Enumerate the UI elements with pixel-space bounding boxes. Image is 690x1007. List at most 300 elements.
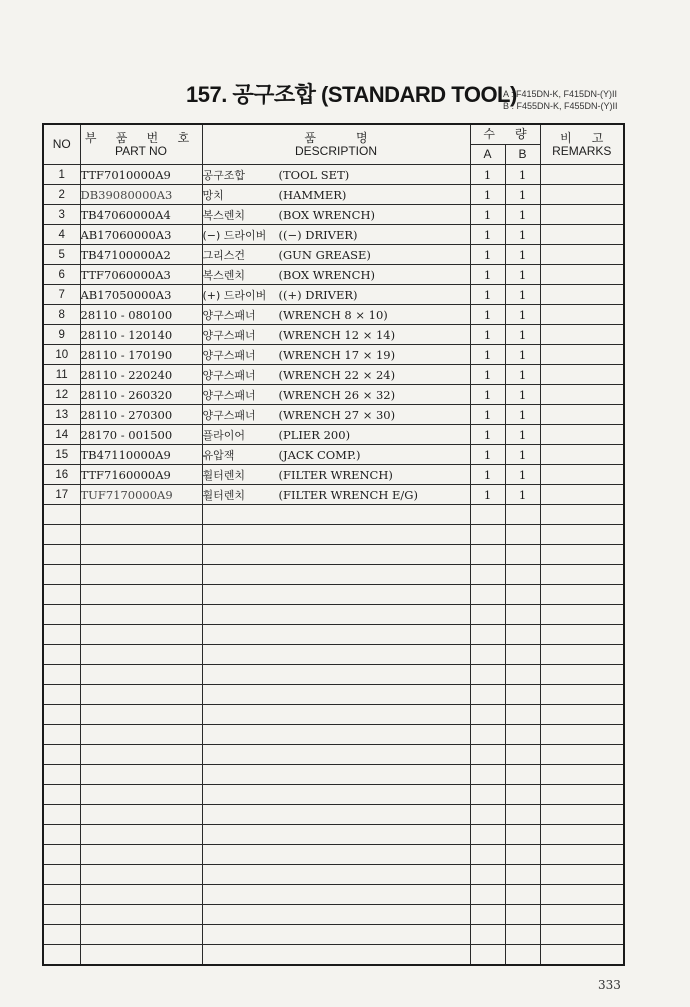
model-line-a: A : F415DN-K, F415DN-(Y)II (503, 89, 618, 99)
row-no: 1 (43, 165, 80, 185)
row-part-no: 28110 - 260320 (80, 385, 202, 405)
row-description (202, 845, 470, 865)
row-remarks (540, 325, 624, 345)
row-description-en: (BOX WRENCH) (278, 207, 375, 222)
row-remarks (540, 505, 624, 525)
row-description (202, 905, 470, 925)
row-qty-a: 1 (470, 305, 505, 325)
row-qty-b (505, 885, 540, 905)
row-description (202, 385, 470, 405)
table-row (43, 645, 624, 665)
row-description (202, 525, 470, 545)
row-description-en: (WRENCH 22 × 24) (278, 367, 396, 382)
header-description-kr: 품 명 (304, 130, 368, 145)
row-qty-a (470, 865, 505, 885)
row-remarks (540, 305, 624, 325)
page-number: 333 (598, 978, 621, 992)
row-qty-a (470, 845, 505, 865)
row-description (202, 445, 470, 465)
row-description (202, 665, 470, 685)
row-remarks (540, 685, 624, 705)
row-remarks (540, 465, 624, 485)
row-no (43, 905, 80, 925)
row-description-en: (FILTER WRENCH) (278, 467, 393, 482)
row-description-kr: 복스렌치 (202, 268, 246, 282)
header-qty-a: A (470, 145, 505, 165)
row-remarks (540, 445, 624, 465)
row-qty-a (470, 905, 505, 925)
row-qty-a (470, 565, 505, 585)
row-qty-b (505, 625, 540, 645)
row-qty-a (470, 785, 505, 805)
row-description-kr: 복스렌치 (202, 208, 246, 222)
row-remarks (540, 805, 624, 825)
row-qty-b (505, 865, 540, 885)
row-no (43, 705, 80, 725)
row-description (202, 945, 470, 966)
row-remarks (540, 225, 624, 245)
row-qty-b (505, 645, 540, 665)
row-no: 7 (43, 285, 80, 305)
row-qty-b: 1 (505, 305, 540, 325)
row-qty-a: 1 (470, 405, 505, 425)
row-part-no (80, 665, 202, 685)
row-qty-a: 1 (470, 225, 505, 245)
row-part-no: AB17060000A3 (80, 225, 202, 245)
row-description-en: (HAMMER) (278, 187, 347, 202)
table-row (43, 465, 624, 485)
row-description (202, 325, 470, 345)
row-remarks (540, 925, 624, 945)
table-row (43, 445, 624, 465)
row-description (202, 865, 470, 885)
header-qty-b: B (505, 145, 540, 165)
row-no (43, 825, 80, 845)
table-row (43, 805, 624, 825)
table-row (43, 225, 624, 245)
row-remarks (540, 625, 624, 645)
row-no: 16 (43, 465, 80, 485)
row-remarks (540, 885, 624, 905)
table-row (43, 785, 624, 805)
table-row (43, 725, 624, 745)
table-row (43, 405, 624, 425)
row-part-no: AB17050000A3 (80, 285, 202, 305)
model-line-b: B : F455DN-K, F455DN-(Y)II (503, 101, 618, 111)
row-part-no (80, 585, 202, 605)
row-qty-b (505, 785, 540, 805)
row-qty-b (505, 545, 540, 565)
row-description (202, 585, 470, 605)
row-qty-b (505, 525, 540, 545)
row-description (202, 885, 470, 905)
row-qty-a (470, 525, 505, 545)
row-description (202, 605, 470, 625)
row-description-en: ((−) DRIVER) (278, 227, 358, 242)
row-qty-b: 1 (505, 205, 540, 225)
row-qty-a: 1 (470, 365, 505, 385)
row-no: 8 (43, 305, 80, 325)
row-qty-a (470, 545, 505, 565)
row-no (43, 785, 80, 805)
row-no (43, 525, 80, 545)
table-row (43, 845, 624, 865)
row-no (43, 685, 80, 705)
row-no (43, 945, 80, 966)
row-description (202, 505, 470, 525)
table-row (43, 285, 624, 305)
row-qty-b: 1 (505, 365, 540, 385)
row-qty-b (505, 685, 540, 705)
row-description-en: (WRENCH 12 × 14) (278, 327, 396, 342)
row-description-en: (FILTER WRENCH E/G) (278, 487, 418, 502)
table-row (43, 605, 624, 625)
row-qty-b: 1 (505, 465, 540, 485)
row-no: 17 (43, 485, 80, 505)
header-remarks-kr: 비 고 (560, 130, 604, 145)
row-no: 6 (43, 265, 80, 285)
row-description (202, 625, 470, 645)
row-no (43, 725, 80, 745)
row-remarks (540, 825, 624, 845)
row-qty-b (505, 605, 540, 625)
row-qty-a (470, 705, 505, 725)
row-remarks (540, 485, 624, 505)
table-row (43, 745, 624, 765)
row-description (202, 185, 470, 205)
row-qty-b: 1 (505, 165, 540, 185)
row-part-no: 28110 - 270300 (80, 405, 202, 425)
row-qty-a (470, 685, 505, 705)
row-qty-a: 1 (470, 265, 505, 285)
row-description (202, 565, 470, 585)
row-remarks (540, 665, 624, 685)
table-row (43, 565, 624, 585)
row-remarks (540, 345, 624, 365)
row-qty-b: 1 (505, 485, 540, 505)
model-applicability-note (503, 88, 618, 112)
row-remarks (540, 905, 624, 925)
row-qty-b (505, 705, 540, 725)
row-part-no (80, 605, 202, 625)
row-part-no: TB47110000A9 (80, 445, 202, 465)
row-part-no (80, 625, 202, 645)
parts-table (42, 123, 625, 966)
table-row (43, 545, 624, 565)
row-qty-b (505, 665, 540, 685)
row-part-no: 28110 - 080100 (80, 305, 202, 325)
row-no: 10 (43, 345, 80, 365)
row-description-kr: 망치 (202, 188, 224, 202)
row-description-kr: 양구스패너 (202, 348, 256, 362)
row-part-no (80, 525, 202, 545)
row-qty-b: 1 (505, 405, 540, 425)
table-row (43, 365, 624, 385)
row-remarks (540, 705, 624, 725)
row-remarks (540, 425, 624, 445)
row-part-no: DB39080000A3 (80, 185, 202, 205)
row-part-no (80, 705, 202, 725)
row-remarks (540, 585, 624, 605)
row-part-no (80, 565, 202, 585)
row-description (202, 685, 470, 705)
row-description (202, 245, 470, 265)
row-description (202, 545, 470, 565)
row-qty-b (505, 845, 540, 865)
row-qty-b (505, 925, 540, 945)
row-qty-b: 1 (505, 425, 540, 445)
row-no: 2 (43, 185, 80, 205)
row-qty-b (505, 505, 540, 525)
row-description (202, 345, 470, 365)
table-row (43, 525, 624, 545)
row-description-kr: 유압잭 (202, 448, 235, 462)
row-description (202, 465, 470, 485)
row-qty-b: 1 (505, 285, 540, 305)
row-remarks (540, 565, 624, 585)
table-row (43, 825, 624, 845)
row-no (43, 645, 80, 665)
table-row (43, 325, 624, 345)
row-part-no: TB47100000A2 (80, 245, 202, 265)
row-no: 15 (43, 445, 80, 465)
row-remarks (540, 405, 624, 425)
row-no (43, 885, 80, 905)
header-no: NO (43, 124, 80, 165)
row-part-no: TTF7160000A9 (80, 465, 202, 485)
row-remarks (540, 205, 624, 225)
row-qty-a (470, 625, 505, 645)
row-remarks (540, 185, 624, 205)
table-row (43, 925, 624, 945)
row-remarks (540, 265, 624, 285)
row-no: 3 (43, 205, 80, 225)
row-no: 4 (43, 225, 80, 245)
row-qty-b (505, 725, 540, 745)
row-remarks (540, 365, 624, 385)
row-qty-a (470, 725, 505, 745)
row-remarks (540, 285, 624, 305)
row-qty-b: 1 (505, 225, 540, 245)
row-no: 14 (43, 425, 80, 445)
row-qty-a (470, 585, 505, 605)
table-row (43, 245, 624, 265)
row-description-en: (JACK COMP.) (278, 447, 361, 462)
table-row (43, 885, 624, 905)
row-remarks (540, 945, 624, 966)
row-part-no (80, 645, 202, 665)
row-description-kr: 플라이어 (202, 428, 246, 442)
row-qty-a: 1 (470, 285, 505, 305)
row-no (43, 585, 80, 605)
row-part-no (80, 545, 202, 565)
row-no (43, 765, 80, 785)
row-qty-a: 1 (470, 165, 505, 185)
row-remarks (540, 165, 624, 185)
row-qty-a: 1 (470, 205, 505, 225)
row-part-no: 28110 - 120140 (80, 325, 202, 345)
row-no: 11 (43, 365, 80, 385)
row-description-en: (WRENCH 26 × 32) (278, 387, 396, 402)
row-qty-b: 1 (505, 245, 540, 265)
row-qty-a (470, 945, 505, 966)
row-no (43, 865, 80, 885)
row-description (202, 285, 470, 305)
row-remarks (540, 725, 624, 745)
row-qty-a: 1 (470, 425, 505, 445)
row-qty-a (470, 745, 505, 765)
row-description (202, 225, 470, 245)
row-description-kr: 그리스건 (202, 248, 246, 262)
row-no (43, 565, 80, 585)
row-description (202, 705, 470, 725)
page-title: 157. 공구조합 (STANDARD TOOL) (186, 82, 517, 107)
row-qty-a: 1 (470, 185, 505, 205)
row-part-no: 28110 - 220240 (80, 365, 202, 385)
row-qty-a (470, 805, 505, 825)
header-remarks (540, 124, 624, 165)
parts-table-body (43, 165, 624, 966)
row-description-en: (WRENCH 17 × 19) (278, 347, 396, 362)
row-description (202, 365, 470, 385)
row-no (43, 845, 80, 865)
row-qty-b (505, 585, 540, 605)
row-part-no (80, 865, 202, 885)
row-no (43, 545, 80, 565)
row-part-no (80, 825, 202, 845)
row-no (43, 745, 80, 765)
row-description-kr: 양구스패너 (202, 308, 256, 322)
row-description (202, 765, 470, 785)
row-qty-a: 1 (470, 245, 505, 265)
row-qty-b (505, 945, 540, 966)
table-row (43, 485, 624, 505)
row-part-no (80, 725, 202, 745)
table-row (43, 705, 624, 725)
row-remarks (540, 865, 624, 885)
row-no (43, 805, 80, 825)
table-row (43, 945, 624, 966)
row-qty-b: 1 (505, 325, 540, 345)
row-part-no (80, 745, 202, 765)
table-row (43, 685, 624, 705)
row-description (202, 265, 470, 285)
row-description (202, 405, 470, 425)
row-no (43, 505, 80, 525)
row-description-en: (WRENCH 8 × 10) (278, 307, 388, 322)
row-description-en: (BOX WRENCH) (278, 267, 375, 282)
table-row (43, 165, 624, 185)
row-qty-a: 1 (470, 385, 505, 405)
header-quantity: 수 량 (470, 124, 540, 145)
row-description (202, 805, 470, 825)
row-description (202, 485, 470, 505)
row-part-no (80, 685, 202, 705)
row-qty-b (505, 905, 540, 925)
row-part-no (80, 785, 202, 805)
row-description-kr: 양구스패너 (202, 408, 256, 422)
table-row (43, 345, 624, 365)
row-description (202, 925, 470, 945)
row-description (202, 425, 470, 445)
row-part-no: TTF7010000A9 (80, 165, 202, 185)
table-row (43, 665, 624, 685)
table-row (43, 585, 624, 605)
header-description-en: DESCRIPTION (294, 143, 377, 158)
row-remarks (540, 785, 624, 805)
row-remarks (540, 385, 624, 405)
row-description-en: ((+) DRIVER) (278, 287, 358, 302)
row-description-kr: 휠터렌치 (202, 488, 246, 502)
row-description (202, 645, 470, 665)
row-qty-a (470, 765, 505, 785)
row-part-no (80, 925, 202, 945)
header-part-no-en: PART NO (114, 143, 167, 158)
header-part-no (80, 124, 202, 165)
row-remarks (540, 645, 624, 665)
row-qty-b: 1 (505, 265, 540, 285)
row-qty-b (505, 565, 540, 585)
row-part-no: 28110 - 170190 (80, 345, 202, 365)
row-no: 13 (43, 405, 80, 425)
table-row (43, 625, 624, 645)
table-row (43, 185, 624, 205)
row-description-kr: (−) 드라이버 (202, 228, 267, 242)
row-qty-a: 1 (470, 445, 505, 465)
row-no (43, 925, 80, 945)
row-no: 9 (43, 325, 80, 345)
table-row (43, 505, 624, 525)
row-qty-a: 1 (470, 485, 505, 505)
row-qty-b (505, 765, 540, 785)
row-description-en: (WRENCH 27 × 30) (278, 407, 396, 422)
row-description-kr: 양구스패너 (202, 388, 256, 402)
row-part-no (80, 885, 202, 905)
row-description-kr: (+) 드라이버 (202, 288, 267, 302)
row-part-no (80, 905, 202, 925)
table-row (43, 265, 624, 285)
row-no (43, 665, 80, 685)
row-part-no: 28170 - 001500 (80, 425, 202, 445)
row-description-en: (TOOL SET) (278, 167, 350, 182)
table-row (43, 905, 624, 925)
row-part-no (80, 505, 202, 525)
row-remarks (540, 545, 624, 565)
row-description-kr: 공구조합 (202, 168, 246, 182)
row-description-kr: 양구스패너 (202, 368, 256, 382)
row-description (202, 825, 470, 845)
row-description (202, 305, 470, 325)
row-part-no: TUF7170000A9 (80, 485, 202, 505)
row-part-no: TB47060000A4 (80, 205, 202, 225)
row-qty-a (470, 925, 505, 945)
row-description (202, 205, 470, 225)
row-remarks (540, 845, 624, 865)
table-row (43, 305, 624, 325)
row-remarks (540, 525, 624, 545)
row-qty-a: 1 (470, 345, 505, 365)
table-header-row (43, 124, 624, 145)
header-description (202, 124, 470, 165)
row-description (202, 165, 470, 185)
row-remarks (540, 765, 624, 785)
row-qty-a (470, 505, 505, 525)
row-description-en: (PLIER 200) (278, 427, 351, 442)
row-part-no: TTF7060000A3 (80, 265, 202, 285)
row-qty-b: 1 (505, 185, 540, 205)
row-description (202, 725, 470, 745)
row-qty-a (470, 645, 505, 665)
